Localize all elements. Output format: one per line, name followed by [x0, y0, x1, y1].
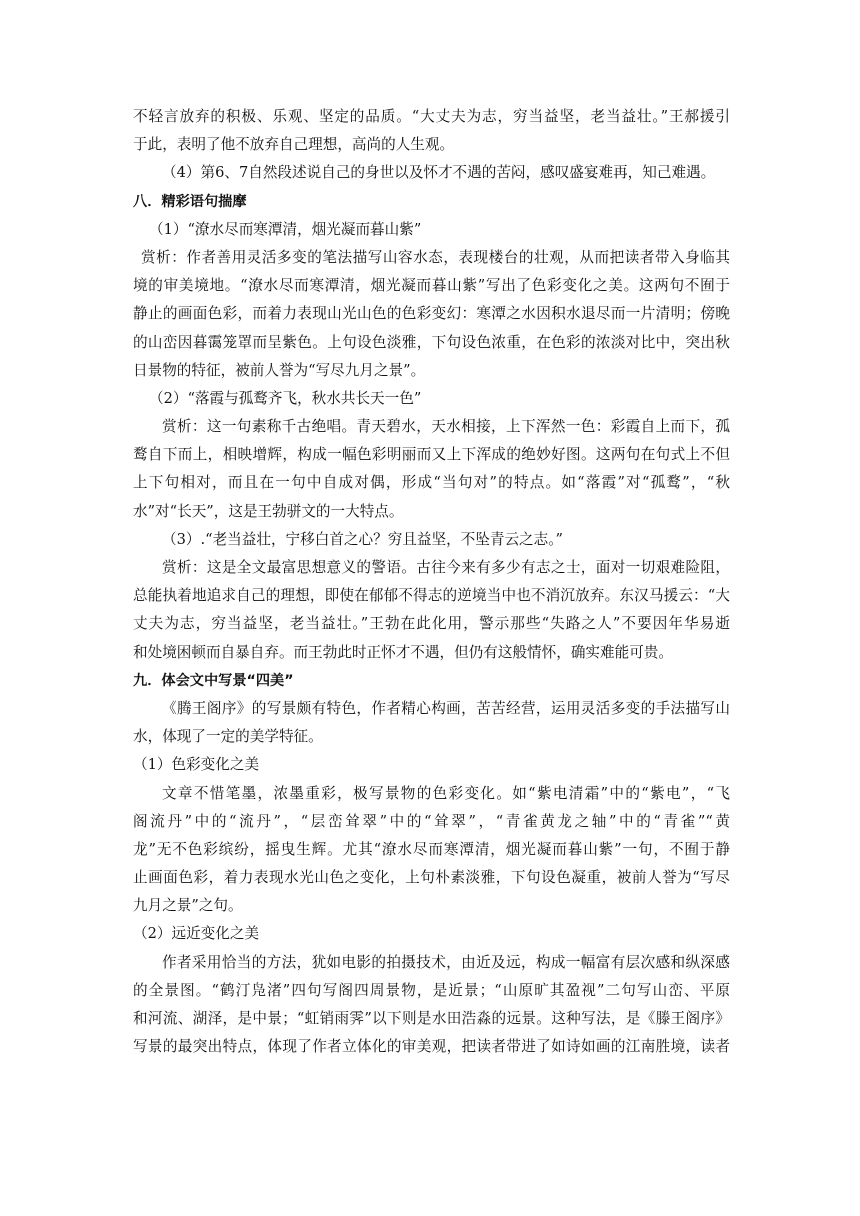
text-line: 丈夫为志，穷当益坚，老当益壮。”王勃在此化用，警示那些“失路之人”不要因年华易逝 — [133, 615, 730, 633]
text-line: 的山峦因暮霭笼罩而呈紫色。上句设色淡雅，下句设色浓重，在色彩的浓淡对比中，突出秋 — [133, 333, 730, 351]
text-line: 龙”无不色彩缤纷，摇曳生辉。尤其“潦水尽而寒潭清，烟光凝而暮山紫”一句，不囿于静 — [133, 840, 730, 858]
text-line: 总能执着地追求自己的理想，即使在郁郁不得志的逆境当中也不消沉放弃。东汉马援云：“大 — [133, 587, 730, 605]
text-line: 赏析：这一句素称千古绝唱。青天碧水，天水相接，上下浑然一色：彩霞自上而下，孤 — [162, 418, 730, 436]
section-heading: 九．体会文中写景“四美” — [133, 672, 294, 689]
text-line: 上下句相对，而且在一句中自成对偶，形成“当句对”的特点。如“落霞”对“孤鹜”，“秋 — [133, 474, 730, 492]
text-line: 文章不惜笔墨，浓墨重彩，极写景物的色彩变化。如“紫电清霜”中的“紫电”，“飞 — [162, 784, 730, 802]
text-line: （1）色彩变化之美 — [133, 756, 260, 774]
text-line: 《腾王阁序》的写景颇有特色，作者精心构画，苦苦经营，运用灵活多变的手法描写山 — [162, 699, 730, 717]
text-line: 阁流丹”中的“流丹”，“层峦耸翠”中的“耸翠”，“青雀黄龙之轴”中的“青雀”“黄 — [133, 812, 730, 830]
text-line: 于此，表明了他不放弃自己理想，高尚的人生观。 — [133, 136, 455, 154]
text-line: （3）.“老当益壮，宁移白首之心？穷且益坚，不坠青云之志。” — [162, 530, 563, 548]
text-line: 水，体现了一定的美学特征。 — [133, 728, 323, 746]
text-line: 写景的最突出特点，体现了作者立体化的审美观，把读者带进了如诗如画的江南胜境，读者 — [133, 1038, 730, 1056]
text-line: 鹜自下而上，相映增辉，构成一幅色彩明丽而又上下浑成的绝妙好图。这两句在句式上不但 — [133, 446, 730, 464]
text-line: 境的审美境地。“潦水尽而寒潭清，烟光凝而暮山紫”写出了色彩变化之美。这两句不囿于 — [133, 277, 730, 295]
text-line: 赏析：这是全文最富思想意义的警语。古往今来有多少有志之士，面对一切艰难险阻， — [162, 559, 730, 576]
text-line: 的全景图。“鹤汀凫渚”四句写阁四周景物，是近景；“山原旷其盈视”二句写山峦、平原 — [133, 981, 730, 999]
section-heading: 八．精彩语句揣摩 — [133, 193, 247, 210]
text-line: （2）“落霞与孤鹜齐飞，秋水共长天一色” — [149, 389, 422, 407]
document-page — [133, 103, 730, 1061]
text-line: 九月之景”之句。 — [133, 897, 243, 915]
text-line: 和河流、湖泽，是中景；“虹销雨霁”以下则是水田浩淼的远景。这种写法，是《滕王阁序》 — [133, 1010, 730, 1027]
text-line: （4）第6、7自然段述说自己的身世以及怀才不遇的苦闷，感叹盛宴难再，知己难遇。 — [162, 164, 716, 182]
text-line: 止画面色彩，着力表现水光山色之变化，上句朴素淡雅，下句设色凝重，被前人誉为“写尽 — [133, 869, 730, 887]
text-line: 日景物的特征，被前人誉为“写尽九月之景”。 — [133, 361, 426, 379]
text-line: 和处境困顿而自暴自弃。而王勃此时正怀才不遇，但仍有这般情怀，确实难能可贵。 — [133, 643, 673, 661]
text-line: （2）远近变化之美 — [133, 925, 260, 943]
text-line: 水”对“长天”，这是王勃骈文的一大特点。 — [133, 502, 404, 520]
text-line: 赏析：作者善用灵活多变的笔法描写山容水态，表现楼台的壮观，从而把读者带入身临其 — [141, 248, 730, 266]
text-line: 不轻言放弃的积极、乐观、坚定的品质。“大丈夫为志，穷当益坚，老当益壮。”王郝援引 — [133, 108, 731, 125]
text-line: 静止的画面色彩，而着力表现山光山色的色彩变幻：寒潭之水因积水退尽而一片清明；傍晚 — [133, 305, 730, 323]
text-line: 作者采用恰当的方法，犹如电影的拍摄技术，由近及远，构成一幅富有层次感和纵深感 — [162, 953, 730, 971]
text-line: （1）“潦水尽而寒潭清，烟光凝而暮山紫” — [149, 220, 422, 238]
